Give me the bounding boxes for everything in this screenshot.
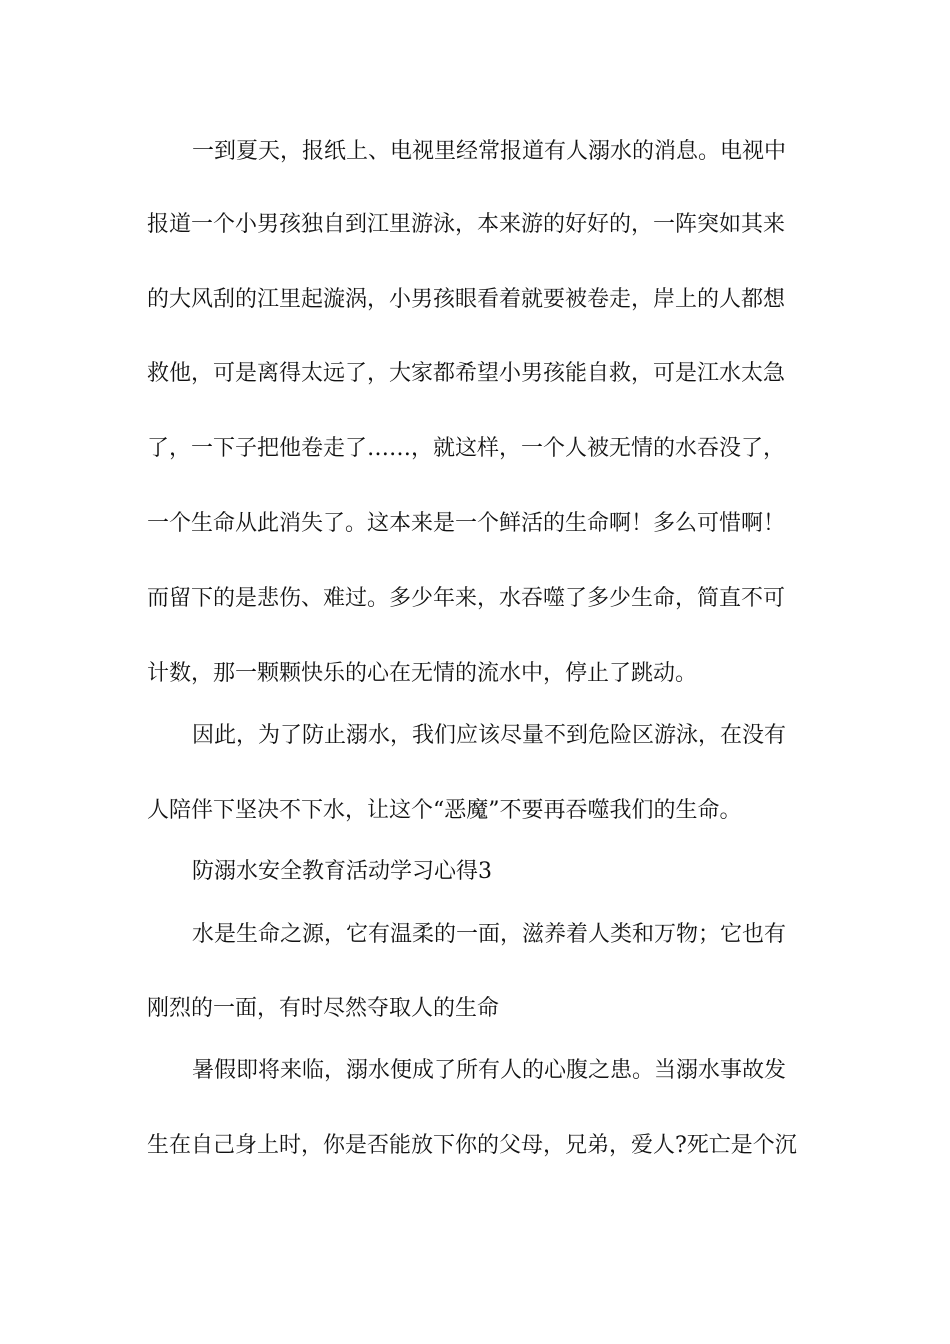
paragraph-2-line-2: 人陪伴下坚决不下水，让这个“恶魔”不要再吞噬我们的生命。 [147,798,742,823]
section-heading: 防溺水安全教育活动学习心得3 [192,859,492,884]
paragraph-1-line-7: 而留下的是悲伤、难过。多少年来，水吞噬了多少生命，简直不可 [147,586,786,611]
paragraph-3-line-2: 刚烈的一面，有时尽然夺取人的生命 [147,996,500,1021]
paragraph-2-line-1: 因此，为了防止溺水，我们应该尽量不到危险区游泳，在没有 [192,723,787,748]
paragraph-1-line-6: 一个生命从此消失了。这本来是一个鲜活的生命啊！多么可惜啊！ [147,511,786,536]
paragraph-1-line-2: 报道一个小男孩独自到江里游泳，本来游的好好的，一阵突如其来 [147,212,786,237]
paragraph-1-line-3: 的大风刮的江里起漩涡，小男孩眼看着就要被卷走，岸上的人都想 [147,287,786,312]
paragraph-1-line-8: 计数，那一颗颗快乐的心在无情的流水中，停止了跳动。 [147,661,698,686]
paragraph-4-line-1: 暑假即将来临，溺水便成了所有人的心腹之患。当溺水事故发 [192,1058,787,1083]
paragraph-1-line-1: 一到夏天，报纸上、电视里经常报道有人溺水的消息。电视中 [192,139,787,164]
paragraph-3-line-1: 水是生命之源，它有温柔的一面，滋养着人类和万物；它也有 [192,922,787,947]
paragraph-1-line-5: 了，一下子把他卷走了……，就这样，一个人被无情的水吞没了， [147,436,786,461]
paragraph-1-line-4: 救他，可是离得太远了，大家都希望小男孩能自救，可是江水太急 [147,361,786,386]
paragraph-4-line-2: 生在自己身上时，你是否能放下你的父母，兄弟，爱人?死亡是个沉 [147,1133,797,1158]
